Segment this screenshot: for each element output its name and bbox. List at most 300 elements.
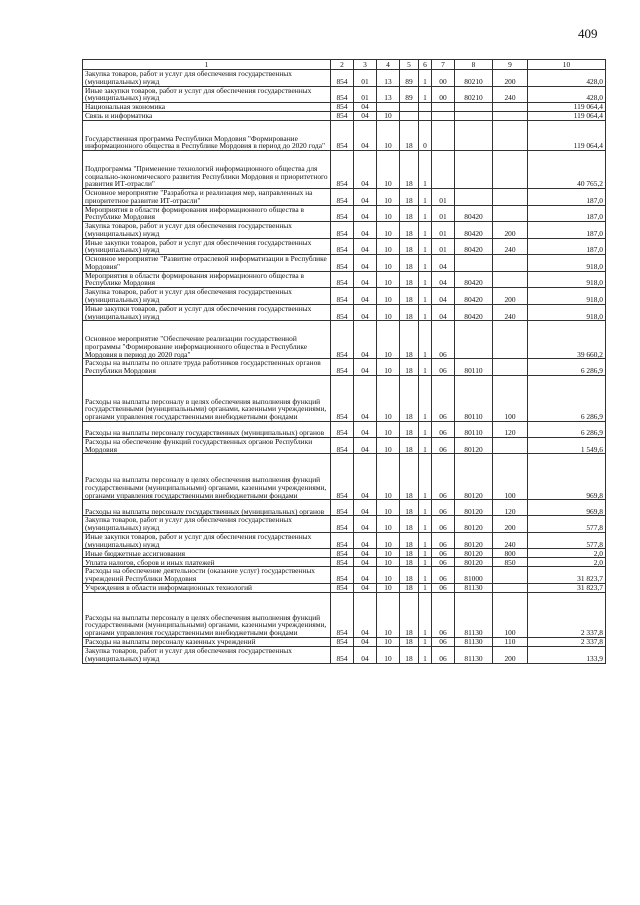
row-subsection-code: 10	[377, 583, 400, 592]
header-row	[83, 60, 606, 70]
row-subsection-code: 10	[377, 271, 400, 288]
row-subprogram-code: 1	[419, 532, 432, 549]
row-ministry-code: 854	[331, 255, 354, 272]
row-amount: 918,0	[528, 255, 606, 272]
row-description: Расходы на выплаты персоналу казенных учреждений	[83, 637, 331, 646]
table-row	[83, 189, 606, 206]
row-subsection-code: 10	[377, 437, 400, 454]
row-direction-code: 80110	[455, 421, 493, 437]
row-ministry-code: 854	[331, 646, 354, 663]
row-direction-code: 81130	[455, 583, 493, 592]
row-subsection-code: 10	[377, 359, 400, 376]
row-expense-type	[493, 583, 528, 592]
table-row	[83, 112, 606, 121]
row-event-code: 01	[432, 238, 455, 255]
row-expense-type: 200	[493, 646, 528, 663]
row-subsection-code: 10	[377, 500, 400, 516]
row-direction-code: 80110	[455, 375, 493, 421]
row-expense-type	[493, 151, 528, 189]
row-direction-code: 80420	[455, 222, 493, 239]
table-row	[83, 321, 606, 359]
row-expense-type	[493, 359, 528, 376]
row-section-code: 04	[354, 583, 377, 592]
row-subprogram-code: 1	[419, 567, 432, 584]
row-description: Мероприятия в области формирования информационного общества в Республике Мордовия	[83, 205, 331, 222]
row-subsection-code: 10	[377, 288, 400, 305]
row-direction-code: 80120	[455, 437, 493, 454]
row-section-code: 04	[354, 205, 377, 222]
col-header: 1	[83, 60, 331, 70]
table-row	[83, 637, 606, 646]
row-expense-type	[493, 321, 528, 359]
row-direction-code	[455, 151, 493, 189]
row-subsection-code: 10	[377, 121, 400, 151]
row-amount: 2 337,8	[528, 637, 606, 646]
row-expense-type: 110	[493, 637, 528, 646]
row-subprogram-code: 1	[419, 321, 432, 359]
row-subsection-code: 10	[377, 321, 400, 359]
row-description: Закупка товаров, работ и услуг для обеспечения государственных (муниципальных) нужд	[83, 288, 331, 305]
col-header: 2	[331, 60, 354, 70]
row-amount: 6 286,9	[528, 421, 606, 437]
table-row	[83, 288, 606, 305]
row-section-code: 04	[354, 592, 377, 637]
row-ministry-code: 854	[331, 86, 354, 103]
row-amount: 187,0	[528, 222, 606, 239]
row-description: Подпрограмма "Применение технологий информационного общества для социально-экономического развития Республики Мордовия и приоритетного развития ИТ-отрасли"	[83, 151, 331, 189]
table-row	[83, 238, 606, 255]
row-direction-code: 80120	[455, 558, 493, 567]
row-event-code	[432, 151, 455, 189]
row-subsection-code: 10	[377, 532, 400, 549]
row-subprogram-code: 1	[419, 359, 432, 376]
row-expense-type	[493, 567, 528, 584]
row-subprogram-code	[419, 112, 432, 121]
row-section-code: 04	[354, 121, 377, 151]
table-row	[83, 549, 606, 558]
row-amount: 969,8	[528, 500, 606, 516]
row-program-code	[400, 112, 419, 121]
row-event-code: 01	[432, 205, 455, 222]
row-ministry-code: 854	[331, 567, 354, 584]
row-ministry-code: 854	[331, 70, 354, 87]
row-event-code: 06	[432, 375, 455, 421]
row-expense-type: 200	[493, 516, 528, 533]
row-description: Иные закупки товаров, работ и услуг для обеспечения государственных (муниципальных) нужд	[83, 238, 331, 255]
row-subprogram-code: 1	[419, 454, 432, 500]
row-event-code: 06	[432, 421, 455, 437]
row-section-code: 04	[354, 516, 377, 533]
row-subprogram-code: 1	[419, 255, 432, 272]
row-description: Закупка товаров, работ и услуг для обеспечения государственных (муниципальных) нужд	[83, 646, 331, 663]
row-subsection-code: 10	[377, 421, 400, 437]
row-ministry-code: 854	[331, 121, 354, 151]
row-expense-type: 120	[493, 421, 528, 437]
row-ministry-code: 854	[331, 112, 354, 121]
row-direction-code: 80120	[455, 532, 493, 549]
table-row	[83, 222, 606, 239]
row-program-code: 18	[400, 222, 419, 239]
row-subsection-code: 13	[377, 86, 400, 103]
table-row	[83, 532, 606, 549]
table-row	[83, 271, 606, 288]
row-program-code: 18	[400, 321, 419, 359]
row-description: Закупка товаров, работ и услуг для обеспечения государственных (муниципальных) нужд	[83, 70, 331, 87]
row-ministry-code: 854	[331, 238, 354, 255]
row-amount: 40 765,2	[528, 151, 606, 189]
row-description: Уплата налогов, сборов и иных платежей	[83, 558, 331, 567]
row-expense-type	[493, 103, 528, 112]
row-expense-type: 240	[493, 86, 528, 103]
row-event-code: 01	[432, 222, 455, 239]
col-header: 4	[377, 60, 400, 70]
row-event-code: 01	[432, 189, 455, 206]
row-subprogram-code: 1	[419, 70, 432, 87]
row-direction-code: 80210	[455, 70, 493, 87]
table-row	[83, 359, 606, 376]
row-expense-type: 850	[493, 558, 528, 567]
table-row	[83, 558, 606, 567]
row-program-code: 18	[400, 288, 419, 305]
row-ministry-code: 854	[331, 288, 354, 305]
row-program-code: 18	[400, 583, 419, 592]
row-section-code: 04	[354, 222, 377, 239]
row-ministry-code: 854	[331, 375, 354, 421]
col-header: 10	[528, 60, 606, 70]
row-ministry-code: 854	[331, 321, 354, 359]
row-event-code: 06	[432, 549, 455, 558]
row-section-code: 04	[354, 558, 377, 567]
row-program-code: 18	[400, 271, 419, 288]
row-ministry-code: 854	[331, 205, 354, 222]
row-amount: 39 660,2	[528, 321, 606, 359]
row-description: Расходы на выплаты персоналу государственных (муниципальных) органов	[83, 500, 331, 516]
row-amount: 2,0	[528, 558, 606, 567]
row-direction-code: 80420	[455, 288, 493, 305]
row-description: Национальная экономика	[83, 103, 331, 112]
row-event-code: 06	[432, 321, 455, 359]
row-subprogram-code: 1	[419, 86, 432, 103]
row-description: Учреждения в области информационных технологий	[83, 583, 331, 592]
row-direction-code: 81130	[455, 646, 493, 663]
row-event-code: 06	[432, 583, 455, 592]
row-program-code: 18	[400, 255, 419, 272]
row-subprogram-code: 1	[419, 421, 432, 437]
row-amount: 577,8	[528, 516, 606, 533]
row-program-code: 18	[400, 567, 419, 584]
row-subsection-code: 10	[377, 567, 400, 584]
row-description: Иные бюджетные ассигнования	[83, 549, 331, 558]
row-subprogram-code: 1	[419, 646, 432, 663]
row-description: Связь и информатика	[83, 112, 331, 121]
row-amount: 918,0	[528, 288, 606, 305]
row-subsection-code: 10	[377, 558, 400, 567]
row-description: Иные закупки товаров, работ и услуг для обеспечения государственных (муниципальных) нужд	[83, 304, 331, 321]
row-program-code: 18	[400, 359, 419, 376]
row-subprogram-code: 1	[419, 238, 432, 255]
row-description: Мероприятия в области формирования информационного общества в Республике Мордовия	[83, 271, 331, 288]
row-amount: 31 823,7	[528, 567, 606, 584]
row-subprogram-code: 1	[419, 205, 432, 222]
row-expense-type: 200	[493, 222, 528, 239]
row-expense-type: 100	[493, 454, 528, 500]
row-direction-code: 80420	[455, 304, 493, 321]
table-row	[83, 646, 606, 663]
row-event-code: 00	[432, 86, 455, 103]
row-expense-type: 240	[493, 238, 528, 255]
table-row	[83, 583, 606, 592]
row-subsection-code: 10	[377, 549, 400, 558]
row-amount: 119 064,4	[528, 103, 606, 112]
row-amount: 187,0	[528, 238, 606, 255]
row-program-code: 18	[400, 532, 419, 549]
row-section-code: 04	[354, 500, 377, 516]
table-row	[83, 500, 606, 516]
row-section-code: 04	[354, 103, 377, 112]
row-direction-code: 80120	[455, 500, 493, 516]
row-direction-code	[455, 321, 493, 359]
row-expense-type: 240	[493, 304, 528, 321]
row-direction-code: 80210	[455, 86, 493, 103]
row-section-code: 04	[354, 375, 377, 421]
row-direction-code: 81000	[455, 567, 493, 584]
row-ministry-code: 854	[331, 103, 354, 112]
row-amount: 31 823,7	[528, 583, 606, 592]
row-event-code: 04	[432, 271, 455, 288]
row-description: Государственная программа Республики Мордовия "Формирование информационного общества в Республике Мордовия в период до 2020 года"	[83, 121, 331, 151]
row-amount: 577,8	[528, 532, 606, 549]
row-event-code: 06	[432, 359, 455, 376]
row-section-code: 04	[354, 646, 377, 663]
row-program-code: 18	[400, 637, 419, 646]
row-direction-code: 81130	[455, 637, 493, 646]
row-description: Основное мероприятие "Обеспечение реализации государственной программы "Формирование информационного общества в Республике Мордовия в период до 2020 года"	[83, 321, 331, 359]
row-description: Расходы на выплаты персоналу в целях обеспечения выполнения функций государственными (муниципальными) органами, казенными учреждениями, органами управления государственными внебюджетными фондами	[83, 375, 331, 421]
row-section-code: 04	[354, 532, 377, 549]
col-header: 6	[419, 60, 432, 70]
table-row	[83, 255, 606, 272]
row-description: Иные закупки товаров, работ и услуг для обеспечения государственных (муниципальных) нужд	[83, 86, 331, 103]
row-amount: 133,9	[528, 646, 606, 663]
row-subprogram-code: 1	[419, 500, 432, 516]
row-expense-type: 800	[493, 549, 528, 558]
row-subprogram-code: 1	[419, 222, 432, 239]
row-subsection-code	[377, 103, 400, 112]
row-ministry-code: 854	[331, 304, 354, 321]
row-expense-type	[493, 121, 528, 151]
row-event-code	[432, 121, 455, 151]
row-amount: 6 286,9	[528, 375, 606, 421]
row-subsection-code: 13	[377, 70, 400, 87]
row-event-code	[432, 103, 455, 112]
row-description: Расходы на обеспечение деятельности (оказание услуг) государственных учреждений Республики Мордовия	[83, 567, 331, 584]
row-program-code	[400, 103, 419, 112]
row-event-code: 04	[432, 304, 455, 321]
row-subsection-code: 10	[377, 112, 400, 121]
table-row	[83, 454, 606, 500]
row-subprogram-code: 1	[419, 288, 432, 305]
row-program-code: 18	[400, 558, 419, 567]
row-section-code: 04	[354, 304, 377, 321]
row-subsection-code: 10	[377, 516, 400, 533]
row-amount: 2 337,8	[528, 592, 606, 637]
row-direction-code: 81130	[455, 592, 493, 637]
row-amount: 918,0	[528, 271, 606, 288]
row-section-code: 04	[354, 454, 377, 500]
row-section-code: 04	[354, 112, 377, 121]
table-row	[83, 304, 606, 321]
row-subprogram-code: 1	[419, 189, 432, 206]
row-subsection-code: 10	[377, 151, 400, 189]
row-section-code: 04	[354, 421, 377, 437]
row-expense-type: 200	[493, 288, 528, 305]
row-program-code: 18	[400, 238, 419, 255]
row-description: Основное мероприятие "Развитие отраслевой информатизации в Республике Мордовия"	[83, 255, 331, 272]
row-direction-code	[455, 103, 493, 112]
table-row	[83, 205, 606, 222]
row-program-code: 89	[400, 70, 419, 87]
row-direction-code: 80120	[455, 549, 493, 558]
row-program-code: 18	[400, 516, 419, 533]
row-amount: 6 286,9	[528, 359, 606, 376]
row-section-code: 04	[354, 549, 377, 558]
row-subprogram-code: 1	[419, 583, 432, 592]
row-subsection-code: 10	[377, 454, 400, 500]
row-direction-code	[455, 189, 493, 206]
row-description: Закупка товаров, работ и услуг для обеспечения государственных (муниципальных) нужд	[83, 516, 331, 533]
row-amount: 428,0	[528, 86, 606, 103]
row-program-code: 18	[400, 304, 419, 321]
row-direction-code: 80110	[455, 359, 493, 376]
row-event-code: 06	[432, 516, 455, 533]
row-program-code: 89	[400, 86, 419, 103]
col-header: 9	[493, 60, 528, 70]
col-header: 7	[432, 60, 455, 70]
row-event-code: 06	[432, 567, 455, 584]
row-section-code: 04	[354, 151, 377, 189]
row-subprogram-code: 0	[419, 121, 432, 151]
table-row	[83, 103, 606, 112]
row-direction-code: 80420	[455, 271, 493, 288]
table-row	[83, 70, 606, 87]
row-event-code	[432, 112, 455, 121]
row-ministry-code: 854	[331, 500, 354, 516]
row-ministry-code: 854	[331, 421, 354, 437]
table-row	[83, 421, 606, 437]
row-description: Основное мероприятие "Разработка и реализация мер, направленных на приоритетное развитие ИТ-отрасли"	[83, 189, 331, 206]
row-expense-type: 200	[493, 70, 528, 87]
row-ministry-code: 854	[331, 359, 354, 376]
row-description: Расходы на выплаты по оплате труда работников государственных органов Республики Мордовия	[83, 359, 331, 376]
col-header: 8	[455, 60, 493, 70]
row-subprogram-code: 1	[419, 271, 432, 288]
row-amount: 969,8	[528, 454, 606, 500]
row-expense-type	[493, 189, 528, 206]
row-section-code: 04	[354, 255, 377, 272]
row-direction-code: 80420	[455, 205, 493, 222]
row-amount: 918,0	[528, 304, 606, 321]
table-row	[83, 567, 606, 584]
row-description: Закупка товаров, работ и услуг для обеспечения государственных (муниципальных) нужд	[83, 222, 331, 239]
row-program-code: 18	[400, 151, 419, 189]
row-program-code: 18	[400, 375, 419, 421]
row-subsection-code: 10	[377, 637, 400, 646]
table-row	[83, 437, 606, 454]
row-subprogram-code: 1	[419, 637, 432, 646]
row-program-code: 18	[400, 421, 419, 437]
row-event-code: 06	[432, 646, 455, 663]
row-section-code: 04	[354, 288, 377, 305]
row-subprogram-code	[419, 103, 432, 112]
page-number: 409	[578, 26, 598, 41]
row-direction-code	[455, 121, 493, 151]
row-ministry-code: 854	[331, 592, 354, 637]
row-description: Расходы на выплаты персоналу государственных (муниципальных) органов	[83, 421, 331, 437]
row-ministry-code: 854	[331, 516, 354, 533]
row-event-code: 04	[432, 288, 455, 305]
row-amount: 2,0	[528, 549, 606, 558]
row-section-code: 01	[354, 70, 377, 87]
table-row	[83, 375, 606, 421]
row-program-code: 18	[400, 437, 419, 454]
table-row	[83, 121, 606, 151]
budget-table	[82, 59, 606, 664]
table-row	[83, 86, 606, 103]
row-ministry-code: 854	[331, 558, 354, 567]
row-description: Иные закупки товаров, работ и услуг для обеспечения государственных (муниципальных) нужд	[83, 532, 331, 549]
col-header: 5	[400, 60, 419, 70]
row-subprogram-code: 1	[419, 375, 432, 421]
row-subsection-code: 10	[377, 646, 400, 663]
row-ministry-code: 854	[331, 583, 354, 592]
row-direction-code: 80120	[455, 516, 493, 533]
row-program-code: 18	[400, 646, 419, 663]
table-body	[83, 70, 606, 664]
row-subsection-code: 10	[377, 304, 400, 321]
row-description: Расходы на обеспечение функций государственных органов Республики Мордовия	[83, 437, 331, 454]
row-event-code: 06	[432, 592, 455, 637]
row-event-code: 06	[432, 558, 455, 567]
row-amount: 428,0	[528, 70, 606, 87]
row-description: Расходы на выплаты персоналу в целях обеспечения выполнения функций государственными (муниципальными) органами, казенными учреждениями, органами управления государственными внебюджетными фондами	[83, 592, 331, 637]
row-event-code: 00	[432, 70, 455, 87]
row-expense-type	[493, 271, 528, 288]
row-subsection-code: 10	[377, 238, 400, 255]
row-direction-code: 80420	[455, 238, 493, 255]
row-amount: 187,0	[528, 189, 606, 206]
row-ministry-code: 854	[331, 151, 354, 189]
row-subsection-code: 10	[377, 592, 400, 637]
row-program-code: 18	[400, 121, 419, 151]
row-direction-code	[455, 255, 493, 272]
row-subsection-code: 10	[377, 255, 400, 272]
row-subprogram-code: 1	[419, 437, 432, 454]
row-amount: 1 549,6	[528, 437, 606, 454]
row-section-code: 04	[354, 359, 377, 376]
row-ministry-code: 854	[331, 454, 354, 500]
row-subsection-code: 10	[377, 189, 400, 206]
row-program-code: 18	[400, 454, 419, 500]
row-subsection-code: 10	[377, 205, 400, 222]
row-subprogram-code: 1	[419, 151, 432, 189]
row-section-code: 04	[354, 637, 377, 646]
row-direction-code	[455, 112, 493, 121]
row-program-code: 18	[400, 500, 419, 516]
row-ministry-code: 854	[331, 532, 354, 549]
table-row	[83, 151, 606, 189]
row-subprogram-code: 1	[419, 516, 432, 533]
row-expense-type: 240	[493, 532, 528, 549]
